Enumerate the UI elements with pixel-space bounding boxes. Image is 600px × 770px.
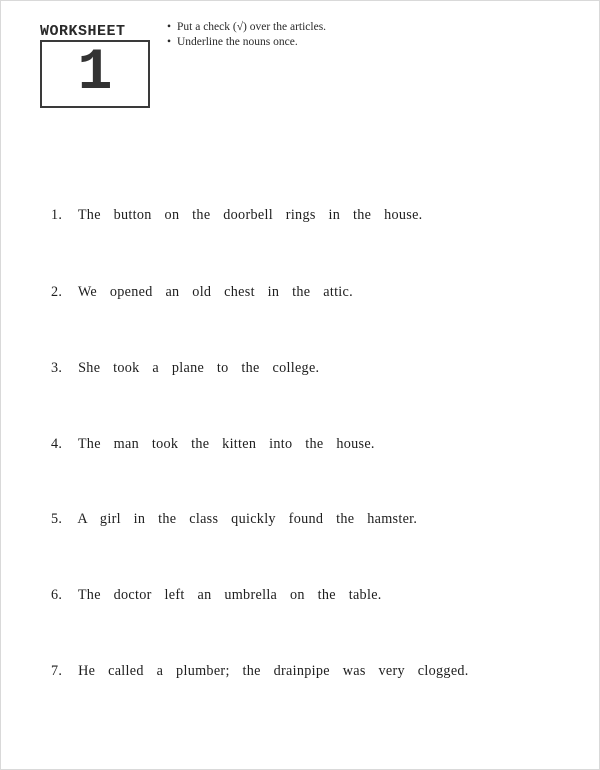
sentence-number: 2. [51,284,63,300]
worksheet-number-box [40,40,150,108]
instruction-item [167,35,326,50]
sentence-item [51,511,417,528]
sentence-text: A girl in the class quickly found the hamster. [77,511,418,527]
sentence-text: The man took the kitten into the house. [77,436,375,452]
sentence-text: The button on the doorbell rings in the house. [77,207,423,223]
instruction-text: Underline the nouns once. [177,36,298,48]
bullet-icon: • [167,21,172,33]
sentence-text: We opened an old chest in the attic. [77,284,353,300]
sentence-text: He called a plumber; the drainpipe was very clogged. [78,663,469,679]
instructions-list [167,20,326,50]
bullet-icon: • [167,36,172,48]
sentence-item [51,436,375,453]
sentence-item [51,207,423,224]
sentence-number: 4. [51,436,63,452]
sentence-item [51,360,319,377]
sentence-item [51,284,353,301]
sentence-number: 6. [51,587,63,603]
sentence-item [51,663,469,680]
sentence-item [51,587,382,604]
instruction-text: Put a check (√) over the articles. [177,21,327,33]
sentence-number: 7. [51,663,63,679]
sentence-number: 1. [51,207,63,223]
worksheet-number: 1 [77,41,113,106]
sentence-text: The doctor left an umbrella on the table. [77,587,382,603]
worksheet-label: WORKSHEET [40,23,126,40]
instruction-item [167,20,326,35]
sentence-number: 3. [51,360,63,376]
sentence-number: 5. [51,511,63,527]
sentence-text: She took a plane to the college. [78,360,320,376]
worksheet-header [40,24,150,108]
